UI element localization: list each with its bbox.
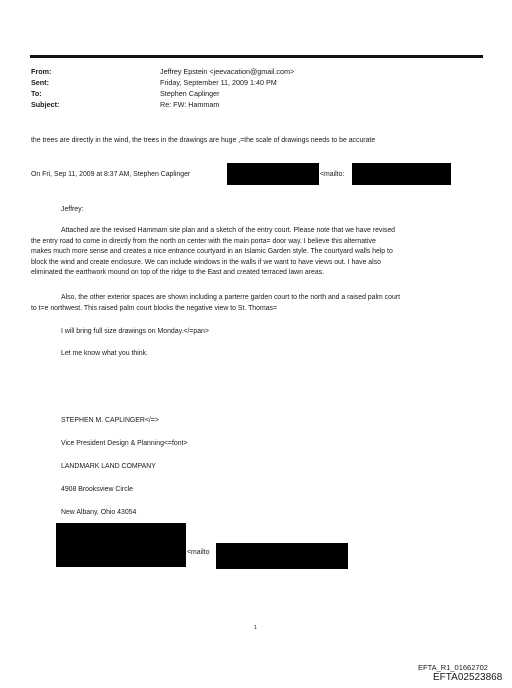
bates-number-secondary: EFTA02523868	[433, 672, 503, 683]
signature-address1: 4908 Brooksview Circle	[61, 486, 133, 493]
bates-number-primary: EFTA_R1_01662702	[418, 663, 488, 672]
signature-address2: New Albany, Ohio 43054	[61, 509, 137, 516]
sent-value: Friday, September 11, 2009 1:40 PM	[160, 78, 277, 87]
reply-line: the trees are directly in the wind, the trees in the drawings are huge ,=the scale of drawings needs to be accurate	[31, 137, 376, 144]
para1-line: Attached are the revised Hammam site plan and a sketch of the entry court. Please note that we have revised	[61, 227, 395, 234]
para2-line: to t=e northwest. This raised palm court blocks the negative view to St. Thomas=	[31, 304, 278, 312]
bring-drawings-line: I will bring full size drawings on Monday.</=pan>	[61, 328, 209, 335]
to-value: Stephen Caplinger	[160, 89, 220, 98]
para2-line: Also, the other exterior spaces are shown including a parterre garden court to the north and a raised palm court	[61, 294, 400, 301]
redaction-box	[352, 163, 451, 185]
para1-line: eliminated the earthwork mound on top of the ridge to the East and created terraced lawn areas.	[31, 269, 325, 276]
signature-mailto: <mailto	[187, 549, 210, 556]
greeting: Jeffrey:	[61, 206, 84, 213]
redaction-box	[216, 543, 348, 569]
quote-intro: On Fri, Sep 11, 2009 at 8:37 AM, Stephen Caplinger	[31, 171, 191, 178]
signature-title: Vice President Design & Planning<=font>	[61, 440, 188, 447]
para1-line: the entry road to come in directly from the north on center with the main porta= door way. I believe this alternative	[31, 237, 376, 245]
from-value: Jeffrey Epstein <jeevacation@gmail.com>	[160, 67, 295, 76]
from-label: From:	[31, 67, 52, 76]
subject-value: Re: FW: Hammam	[160, 100, 220, 109]
let-me-know-line: Let me know what you think.	[61, 350, 148, 357]
para1-line: block the wind and create enclosure. We can include windows in the walls if we want to have views out. I have also	[31, 258, 381, 266]
redaction-box	[56, 523, 186, 567]
sent-label: Sent:	[31, 78, 49, 87]
page-number: 1	[254, 625, 258, 631]
redaction-box	[227, 163, 319, 185]
quote-mailto: <mailto:	[320, 171, 345, 178]
to-label: To:	[31, 89, 42, 98]
subject-label: Subject:	[31, 100, 60, 109]
header-rule	[30, 55, 483, 58]
para1-line: makes much more sense and creates a nice entrance courtyard in an Islamic Garden style. The courtyard walls help to	[31, 248, 393, 255]
signature-company: LANDMARK LAND COMPANY	[61, 463, 156, 470]
signature-name: STEPHEN M. CAPLINGER</=>	[61, 417, 159, 424]
